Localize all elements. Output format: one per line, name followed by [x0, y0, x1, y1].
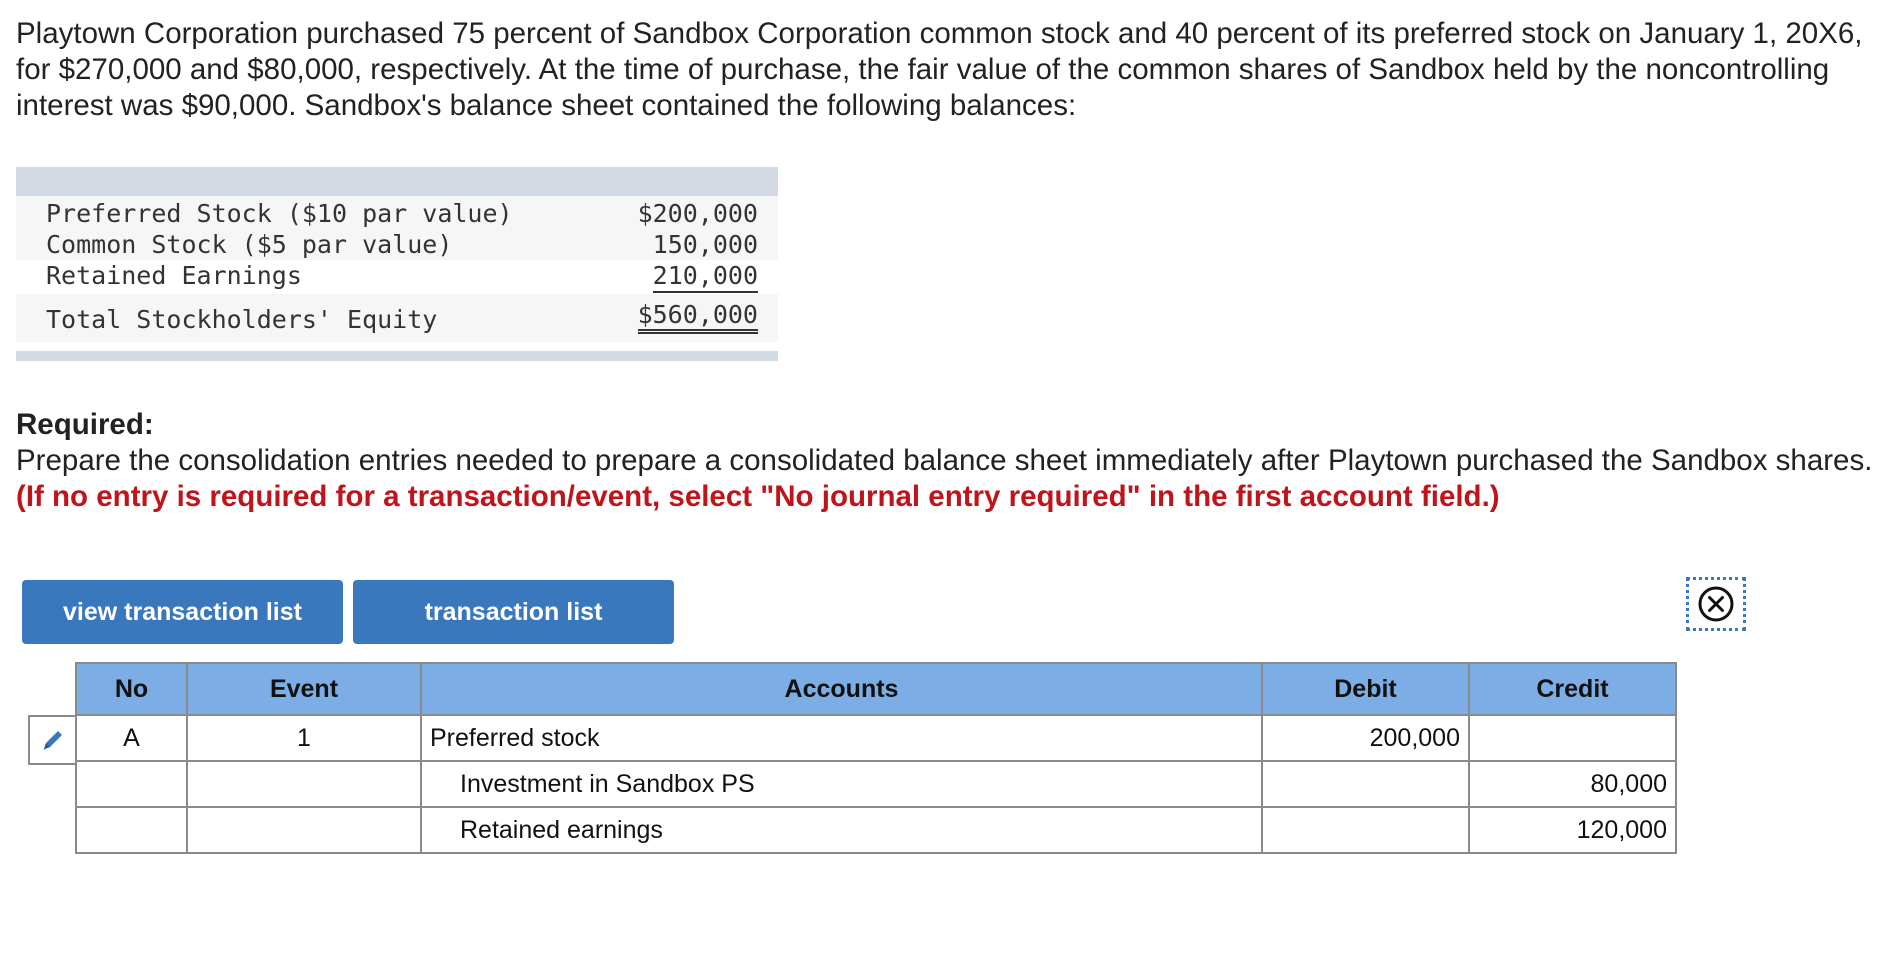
balance-amount: $200,000 [637, 199, 758, 228]
col-header-accounts: Accounts [421, 663, 1262, 715]
edit-entry-button[interactable] [28, 715, 75, 765]
balance-sheet-panel [16, 167, 778, 361]
required-body [16, 443, 1888, 515]
balance-amount: 150,000 [652, 230, 758, 259]
balance-row-total [16, 294, 778, 342]
table-row [76, 715, 1676, 761]
pencil-icon [39, 726, 67, 754]
cell-debit[interactable]: 200,000 [1262, 715, 1469, 761]
col-header-event: Event [187, 663, 421, 715]
required-section [16, 407, 1888, 515]
journal-header-row [76, 663, 1676, 715]
balance-row-common [16, 229, 778, 260]
required-heading: Required: [16, 408, 154, 441]
cell-account[interactable]: Preferred stock [421, 715, 1262, 761]
balance-amount: 210,000 [653, 261, 758, 293]
col-header-credit: Credit [1469, 663, 1676, 715]
cell-account[interactable]: Investment in Sandbox PS [421, 761, 1262, 807]
cell-credit[interactable]: 120,000 [1469, 807, 1676, 853]
required-note: (If no entry is required for a transaction/event, select "No journal entry required" in the first account field.) [16, 480, 1500, 513]
balance-row-retained [16, 260, 778, 292]
problem-intro: Playtown Corporation purchased 75 percent of Sandbox Corporation common stock and 40 percent of its preferred stock on January 1, 20X6, for $270,000 and $80,000, respectively. At the time of purchase, the fair value of the common shares of Sandbox held by the noncontrolling interest was $90,000. Sandbox's balance sheet contained the following balances: [16, 17, 1863, 122]
balance-row-preferred [16, 196, 778, 229]
required-text: Prepare the consolidation entries needed to prepare a consolidated balance sheet immediately after Playtown purchased the Sandbox shares. [16, 444, 1873, 477]
col-header-no: No [76, 663, 187, 715]
cell-debit[interactable] [1262, 807, 1469, 853]
balance-label: Preferred Stock ($10 par value) [46, 199, 513, 228]
cell-event [187, 761, 421, 807]
cell-credit[interactable]: 80,000 [1469, 761, 1676, 807]
transaction-list-button[interactable]: transaction list [353, 580, 674, 644]
cell-debit[interactable] [1262, 761, 1469, 807]
balance-amount: $560,000 [638, 300, 758, 334]
journal-entry-table [75, 662, 1677, 854]
cell-no [76, 761, 187, 807]
table-row [76, 761, 1676, 807]
col-header-debit: Debit [1262, 663, 1469, 715]
balance-sheet-bottom-bar [16, 351, 778, 361]
cell-no: A [76, 715, 187, 761]
cell-event: 1 [187, 715, 421, 761]
balance-label: Total Stockholders' Equity [46, 305, 438, 334]
balance-sheet-top-bar [16, 167, 778, 196]
cell-credit[interactable] [1469, 715, 1676, 761]
close-button[interactable] [1686, 577, 1746, 631]
balance-label: Common Stock ($5 par value) [46, 230, 453, 259]
table-row [76, 807, 1676, 853]
cell-event [187, 807, 421, 853]
close-circle-icon [1697, 585, 1735, 623]
cell-account[interactable]: Retained earnings [421, 807, 1262, 853]
cell-no [76, 807, 187, 853]
balance-label: Retained Earnings [46, 261, 302, 290]
view-transaction-list-button[interactable]: view transaction list [22, 580, 343, 644]
